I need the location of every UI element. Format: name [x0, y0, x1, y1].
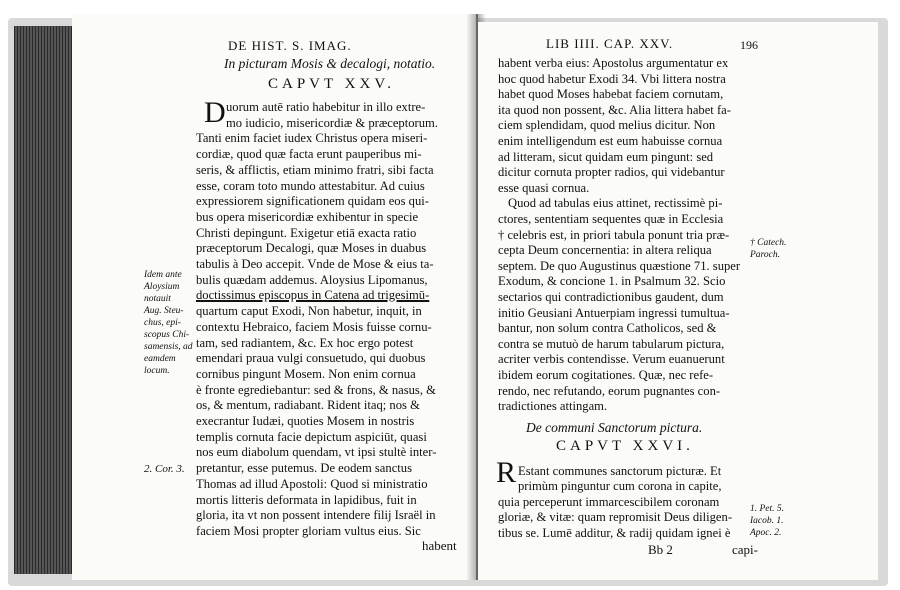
margin-note-line: eamdem — [144, 354, 176, 364]
margin-note-line: 1. Pet. 5. — [750, 504, 785, 514]
text-line: os, & mentum, radiabant. Rident itaq; nos & — [196, 398, 420, 413]
margin-note-line: Apoc. 2. — [750, 528, 782, 538]
text-line: contextu Hebraico, faciem Mosis fuisse cornu- — [196, 319, 432, 334]
text-line: tradictiones attingam. — [498, 399, 608, 414]
text-line: nos eum diabolum quendam, vt ipsi stultè inter- — [196, 445, 437, 460]
text-line: † celebris est, in priori tabula ponunt tria præ- — [498, 227, 730, 242]
text-line: expressiorem significationem quidam eos qui- — [196, 194, 429, 209]
text-line: cornibus pingunt Mosem. Non enim cornua — [196, 366, 416, 381]
margin-note-line: Paroch. — [750, 250, 780, 260]
text-line: execrantur Iudæi, quoties Mosem in nostris — [196, 414, 415, 428]
text-line: Exodum, & concione 1. in Psalmum 32. Scio — [498, 274, 726, 289]
margin-note-line: locum. — [144, 366, 170, 376]
text-line: Thomas ad illud Apostoli: Quod si ministratio — [196, 476, 428, 491]
text-line: uorum autē ratio habebitur in illo extre- — [226, 100, 426, 114]
margin-note-line: Iacob. 1. — [750, 516, 784, 526]
left-drop-cap: D — [204, 96, 226, 129]
right-page — [478, 22, 878, 580]
margin-note-line: Aloysium — [144, 282, 180, 292]
text-line: templis cornuta facie depictum aspiciūt, quasi — [196, 429, 427, 444]
text-line: seris, & afflictis, etiam minimo fratri, sibi facta — [196, 162, 434, 177]
margin-note-line: Aug. Steu- — [144, 306, 184, 316]
right-running-head: LIB IIII. CAP. XXV. — [546, 36, 674, 51]
margin-note-line: notauit — [144, 294, 171, 304]
text-line: ctores, sententiam sequentes quæ in Ecclesia — [498, 212, 724, 226]
text-line: Tanti enim faciet iudex Christus opera miseri- — [196, 131, 428, 146]
text-line: emendari praua vulgi consuetudo, qui duobus — [196, 351, 426, 366]
text-line: septem. De quo Augustinus quæstione 71. super — [498, 258, 741, 273]
text-line: quartum caput Exodi, Non habetur, inquit, in — [196, 304, 422, 319]
text-line: cepta Deum concernentia: in altera reliqua — [498, 243, 712, 258]
text-line: ciem splendidam, quod melius dicitur. Non — [498, 118, 716, 133]
right-subheading: De communi Sanctorum pictura. — [526, 420, 703, 435]
text-line: acriter verbis contendisse. Verum euanuerunt — [498, 352, 725, 367]
page-number: 196 — [740, 38, 758, 52]
text-line: cordiæ, quod quæ facta erunt pauperibus mi- — [196, 147, 422, 162]
text-line: tibus se. Lumē additur, & radij quidam ignei è — [498, 525, 731, 540]
text-line: gloria, ita vt non possent intendere filij Israël in — [196, 508, 436, 523]
text-line: bantur, non solum contra Catholicos, sed & — [498, 321, 717, 336]
page-edges — [14, 26, 74, 574]
text-line: rendo, nec refutando, eorum pugnantes con- — [498, 383, 721, 398]
margin-note-line: Idem ante — [144, 270, 182, 280]
margin-note-line: samensis, ad — [144, 342, 193, 352]
text-line: è fronte egrediebantur: sed & frons, & nasus, & — [196, 382, 436, 397]
text-line: mo iudicio, misericordiæ & præceptorum. — [226, 115, 438, 130]
right-catchword: capi- — [732, 542, 758, 557]
text-line: ad litteram, sicut quidam eum pingunt: sed — [498, 149, 714, 164]
text-line: esse, coram toto mundo attestabitur. Ad cuius — [196, 178, 425, 193]
left-caput-label: CAPVT XXV. — [268, 76, 395, 92]
text-line: ita quod non possent, &c. Alia littera habet fa- — [498, 102, 731, 117]
text-line: enim intelligendum est eum habuisse cornua — [498, 134, 723, 148]
text-line: doctissimus episcopus in Catena ad trigesimū- — [196, 288, 430, 303]
left-subheading: In picturam Mosis & decalogi, notatio. — [224, 56, 436, 71]
text-line: quia perceperunt immarcescibilem coronam — [498, 494, 720, 509]
text-line: pretantur, esse putemus. De eodem sanctus — [196, 461, 412, 476]
text-line: hoc quod habetur Exodi 34. Vbi littera nostra — [498, 71, 726, 86]
text-line: faciem Mosi propter gloriam vultus eius. Sic — [196, 523, 421, 538]
margin-note-line: chus, epi- — [144, 318, 181, 328]
text-line: habent verba eius: Apostolus argumentatur ex — [498, 56, 729, 70]
text-line: bus opera misericordiæ exhibentur in specie — [196, 209, 419, 224]
signature-mark: Bb 2 — [648, 542, 673, 557]
text-line: tam, sed radiantem, &c. Ex hoc ergo potest — [196, 335, 414, 350]
text-line: Estant communes sanctorum picturæ. Et — [518, 464, 722, 478]
left-running-head: DE HIST. S. IMAG. — [228, 38, 352, 53]
margin-note-line: † Catech. — [750, 238, 787, 248]
text-line: ibidem eorum cogitationes. Quæ, nec refe- — [498, 368, 714, 382]
left-catchword: habent — [422, 538, 457, 553]
text-line: initio Geusiani Antuerpiam ingressi tumultua- — [498, 305, 730, 320]
text-line: bulis quædam addemus. Aloysius Lipomanus, — [196, 272, 428, 287]
text-line: gloriæ, & vitæ: quam repromisit Deus diligen- — [498, 510, 733, 525]
text-line: habet quod Moses habebat faciem cornutam, — [498, 87, 724, 102]
text-line: dicitur cornuta propter radios, qui videbantur — [498, 165, 725, 180]
margin-note-cor: 2. Cor. 3. — [144, 463, 185, 475]
text-line: primùm pinguntur cum corona in capite, — [518, 479, 722, 494]
margin-note-line: scopus Chi- — [144, 330, 190, 340]
text-line: mortis litteris deformata in lapidibus, fuit in — [196, 492, 417, 507]
left-page — [72, 14, 478, 580]
text-line: Christi depingunt. Exigetur etiā exacta ratio — [196, 225, 417, 240]
text-line: tabulis à Deo accepit. Vnde de Mose & eius ta- — [196, 257, 434, 271]
text-line: Quod ad tabulas eius attinet, rectissimè pi- — [508, 196, 723, 211]
text-line: sectarios qui contradictionibus gaudent, dum — [498, 290, 724, 304]
right-caput-label: CAPVT XXVI. — [556, 438, 694, 454]
text-line: contra se mutuò de harum tabularum pictura, — [498, 336, 725, 351]
text-line: præceptorum Decalogi, quæ Moses in duabus — [196, 241, 427, 256]
right-drop-cap: R — [496, 456, 517, 489]
text-line: esse quasi cornua. — [498, 180, 590, 195]
